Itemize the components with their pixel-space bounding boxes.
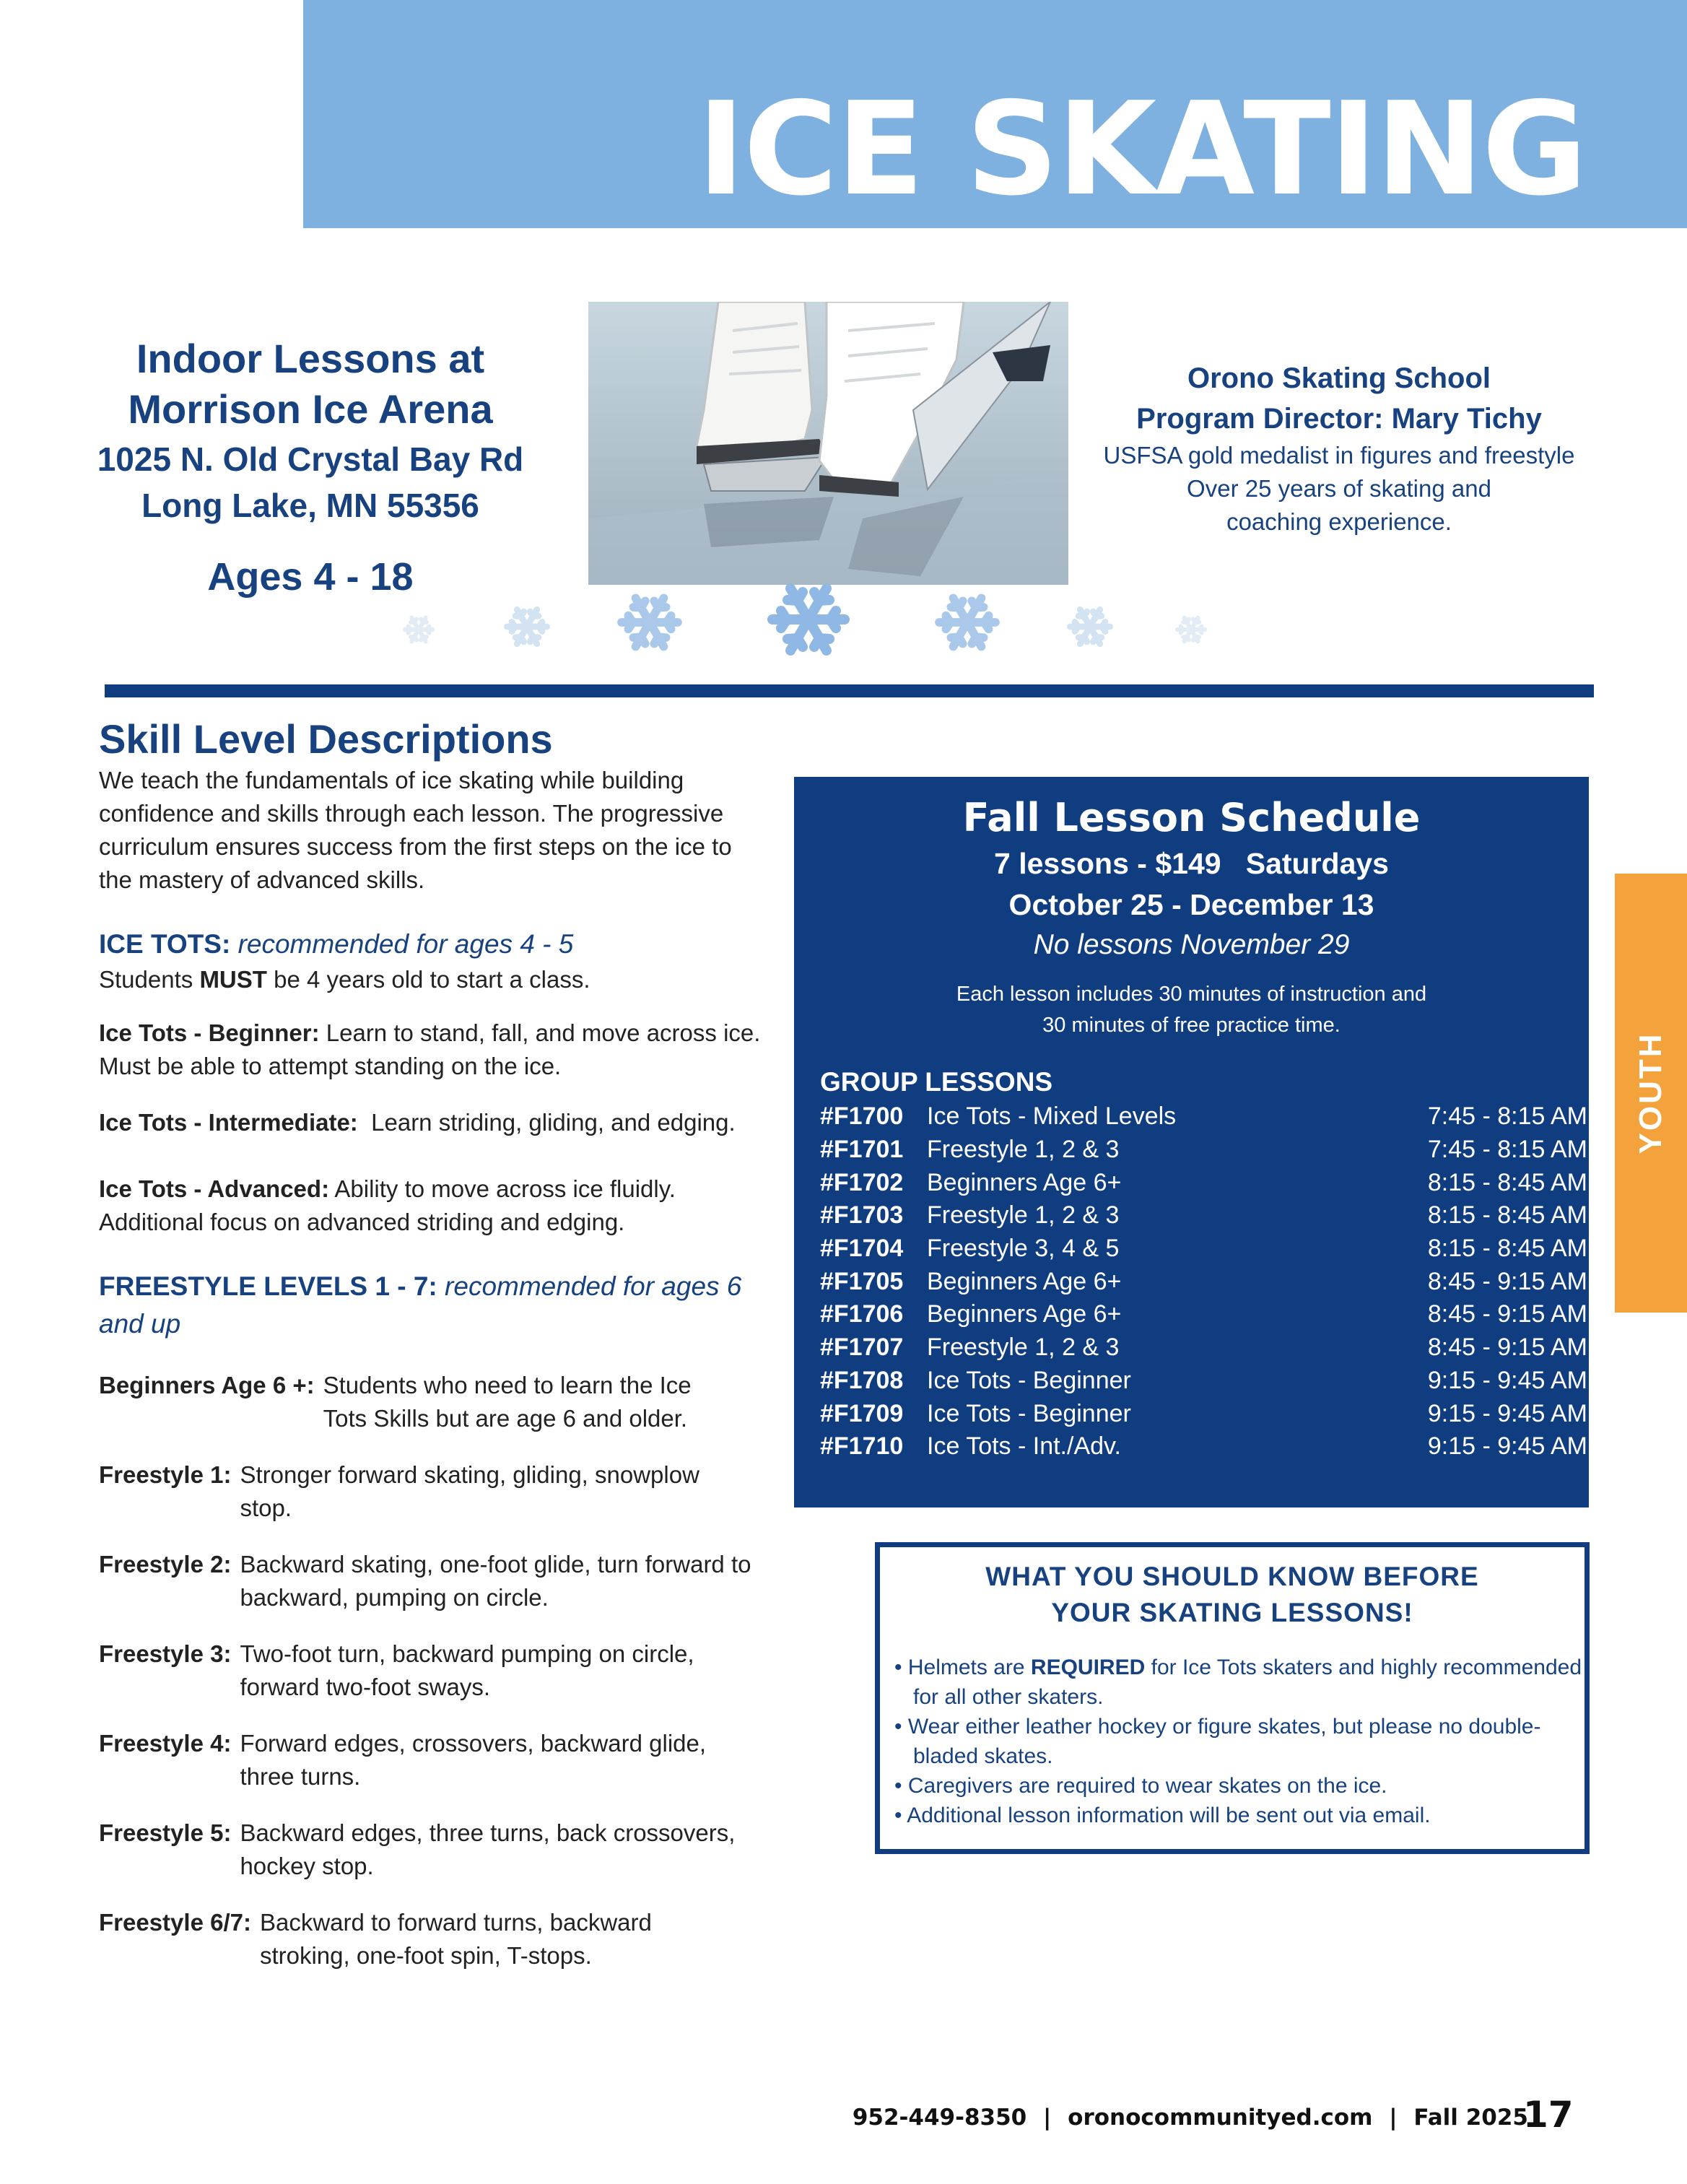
freestyle-level: [99, 1637, 792, 1704]
snowflake-icon: [772, 588, 845, 651]
address-line2: Long Lake, MN 55356: [141, 487, 479, 524]
lesson-code: #F1706: [820, 1300, 904, 1328]
program-director-block: [1068, 358, 1610, 539]
skills-heading: Skill Level Descriptions: [99, 716, 553, 762]
list-item: [894, 1801, 1584, 1830]
item-text: Additional lesson information will be sent out via email.: [907, 1804, 1431, 1827]
lesson-code: #F1707: [820, 1334, 904, 1362]
ice-tots-recommendation: recommended for ages 4 - 5: [237, 929, 574, 959]
footer-separator: |: [1389, 2105, 1398, 2131]
table-row: [820, 1365, 1587, 1398]
phone-number: 952-449-8350: [852, 2105, 1027, 2131]
freestyle-level: [99, 1369, 792, 1435]
lesson-name: Freestyle 1, 2 & 3: [927, 1334, 1120, 1362]
table-row: [820, 1100, 1587, 1134]
item-text: for Ice Tots skaters and highly recommended for all other skaters.: [913, 1656, 1582, 1709]
ice-tots-requirement: [99, 963, 792, 996]
freestyle-label: FREESTYLE LEVELS 1 - 7:: [99, 1271, 437, 1301]
level-description: Forward edges, crossovers, backward glide, three turns.: [240, 1730, 707, 1790]
level-description: Backward edges, three turns, back crossovers, hockey stop.: [240, 1819, 736, 1879]
table-row: [820, 1430, 1587, 1463]
lesson-name: Freestyle 1, 2 & 3: [927, 1136, 1120, 1164]
lesson-code: #F1701: [820, 1136, 904, 1164]
table-row: [820, 1134, 1587, 1167]
lessons-table: [820, 1100, 1587, 1463]
lesson-time: 7:45 - 8:15 AM: [1427, 1136, 1587, 1164]
address-line1: 1025 N. Old Crystal Bay Rd: [97, 440, 524, 478]
ages-range: Ages 4 - 18: [207, 555, 414, 599]
website-link[interactable]: oronocommunityed.com: [1068, 2105, 1373, 2131]
table-row: [820, 1166, 1587, 1199]
ice-tots-label: ICE TOTS:: [99, 929, 231, 959]
group-lessons-heading: GROUP LESSONS: [820, 1067, 1053, 1097]
lesson-code: #F1700: [820, 1102, 904, 1131]
level-description: Learn striding, gliding, and edging.: [357, 1109, 736, 1136]
lesson-code: #F1702: [820, 1168, 904, 1196]
freestyle-recommendation: recommended for ages 6 and up: [99, 1271, 742, 1339]
lesson-time: 8:45 - 9:15 AM: [1427, 1334, 1587, 1362]
location-line1: Indoor Lessons at: [136, 336, 485, 381]
lesson-time: 8:45 - 9:15 AM: [1427, 1267, 1587, 1295]
item-text: Caregivers are required to wear skates on the ice.: [907, 1774, 1387, 1798]
lesson-name: Beginners Age 6+: [927, 1300, 1122, 1328]
snowflake-icon: [405, 618, 432, 642]
level-label: Freestyle 4:: [99, 1730, 232, 1757]
skills-intro: We teach the fundamentals of ice skating while building confidence and skills through each lesson. The progressive curriculum ensures success from the first steps on the ice to the mastery of advanced skills.: [99, 767, 732, 893]
tots-intermediate: [99, 1106, 792, 1139]
ice-skates-photo: [588, 302, 1068, 585]
snowflake-decoration: [383, 578, 1270, 671]
lesson-time: 9:15 - 9:45 AM: [1427, 1366, 1587, 1394]
lesson-name: Ice Tots - Int./Adv.: [927, 1432, 1121, 1461]
lesson-name: Beginners Age 6+: [927, 1267, 1122, 1295]
item-emphasis: REQUIRED: [1030, 1656, 1146, 1679]
level-description: Learn to stand, fall, and move across ice. Must be able to attempt standing on the ice.: [99, 1019, 761, 1079]
page-number: 17: [1523, 2094, 1574, 2136]
school-name: Orono Skating School: [1187, 362, 1491, 394]
bullet: •: [894, 1804, 902, 1827]
youth-tab-label: YOUTH: [1633, 1032, 1668, 1154]
level-description: Students who need to learn the Ice Tots Skills but are age 6 and older.: [323, 1372, 692, 1432]
table-row: [820, 1397, 1587, 1430]
tots-advanced: [99, 1173, 749, 1239]
list-item: [894, 1712, 1584, 1771]
snowflake-icon: [507, 609, 547, 643]
schedule-exception: No lessons November 29: [1033, 929, 1350, 960]
lesson-time: 8:15 - 8:45 AM: [1427, 1235, 1587, 1263]
level-label: Ice Tots - Intermediate:: [99, 1109, 358, 1136]
know-heading: [880, 1559, 1584, 1631]
level-description: Stronger forward skating, gliding, snowplow stop.: [240, 1461, 699, 1521]
table-row: [820, 1232, 1587, 1266]
requirement-emphasis: MUST: [199, 966, 267, 993]
level-label: Freestyle 2:: [99, 1551, 232, 1578]
ice-tots-heading: [99, 926, 792, 963]
schedule-price: 7 lessons - $149 Saturdays: [994, 847, 1389, 880]
freestyle-heading: [99, 1268, 749, 1343]
fall-lesson-schedule: [794, 777, 1589, 1508]
lesson-time: 8:15 - 8:45 AM: [1427, 1168, 1587, 1196]
know-list: [880, 1653, 1584, 1830]
lesson-name: Freestyle 3, 4 & 5: [927, 1235, 1120, 1263]
requirement-text: Students: [99, 966, 200, 993]
lesson-name: Beginners Age 6+: [927, 1168, 1122, 1196]
know-heading-line: YOUR SKATING LESSONS!: [1051, 1598, 1413, 1627]
level-description: Two-foot turn, backward pumping on circle, forward two-foot sways.: [240, 1640, 694, 1700]
lesson-code: #F1705: [820, 1267, 904, 1295]
bullet: •: [894, 1774, 902, 1798]
level-description: Backward skating, one-foot glide, turn forward to backward, pumping on circle.: [240, 1551, 751, 1611]
level-label: Freestyle 1:: [99, 1461, 232, 1488]
freestyle-level: [99, 1727, 792, 1793]
page-footer: [853, 2101, 1528, 2134]
director-name: Program Director: Mary Tichy: [1136, 403, 1542, 435]
lesson-name: Ice Tots - Beginner: [927, 1399, 1131, 1427]
level-label: Beginners Age 6 +:: [99, 1372, 315, 1398]
list-item: [894, 1653, 1584, 1712]
season-label: Fall 2025: [1413, 2105, 1528, 2131]
snowflake-icon: [622, 598, 678, 646]
snowflake-icon: [1177, 618, 1205, 642]
lesson-time: 9:15 - 9:45 AM: [1427, 1399, 1587, 1427]
location-line2: Morrison Ice Arena: [128, 386, 493, 432]
know-heading-line: WHAT YOU SHOULD KNOW BEFORE: [985, 1562, 1479, 1591]
schedule-info: [794, 979, 1589, 1041]
level-label: Freestyle 6/7:: [99, 1909, 251, 1936]
table-row: [820, 1298, 1587, 1331]
tots-beginner: [99, 1017, 763, 1083]
freestyle-level: [99, 1817, 792, 1883]
level-label: Freestyle 5:: [99, 1819, 232, 1846]
level-label: Ice Tots - Advanced:: [99, 1175, 330, 1202]
lesson-code: #F1703: [820, 1201, 904, 1230]
lesson-time: 7:45 - 8:15 AM: [1427, 1102, 1587, 1131]
table-row: [820, 1331, 1587, 1365]
item-text: Helmets are: [907, 1656, 1031, 1679]
lesson-name: Ice Tots - Beginner: [927, 1366, 1131, 1394]
schedule-info-line: 30 minutes of free practice time.: [1042, 1014, 1341, 1037]
freestyle-level: [99, 1906, 792, 1972]
location-block: [72, 334, 549, 599]
lesson-code: #F1710: [820, 1432, 904, 1461]
schedule-dates: October 25 - December 13: [1008, 888, 1374, 921]
level-label: Freestyle 3:: [99, 1640, 232, 1667]
lesson-time: 8:15 - 8:45 AM: [1427, 1201, 1587, 1230]
know-before-box: [875, 1542, 1590, 1854]
schedule-info-line: Each lesson includes 30 minutes of instruction and: [956, 983, 1427, 1006]
level-description: Backward to forward turns, backward stroking, one-foot spin, T-stops.: [259, 1909, 652, 1969]
skill-descriptions: [99, 715, 792, 1972]
lesson-code: #F1709: [820, 1399, 904, 1427]
director-experience-1: Over 25 years of skating and: [1187, 475, 1491, 502]
snowflake-icon: [939, 598, 995, 646]
youth-section-tab: [1615, 874, 1687, 1313]
director-credential: USFSA gold medalist in figures and freestyle: [1103, 442, 1575, 469]
level-description: Ability to move across ice fluidly. Additional focus on advanced striding and edging.: [99, 1175, 676, 1235]
schedule-heading: Fall Lesson Schedule: [962, 795, 1421, 840]
list-item: [894, 1771, 1584, 1801]
freestyle-level: [99, 1458, 792, 1525]
lesson-code: #F1708: [820, 1366, 904, 1394]
lesson-name: Freestyle 1, 2 & 3: [927, 1201, 1120, 1230]
requirement-text: be 4 years old to start a class.: [266, 966, 590, 993]
snowflake-icon: [1071, 609, 1110, 643]
footer-separator: |: [1043, 2105, 1052, 2131]
lesson-code: #F1704: [820, 1235, 904, 1263]
freestyle-level: [99, 1548, 792, 1614]
director-experience-2: coaching experience.: [1226, 508, 1452, 535]
item-text: Wear either leather hockey or figure skates, but please no double-bladed skates.: [907, 1715, 1541, 1768]
lesson-time: 8:45 - 9:15 AM: [1427, 1300, 1587, 1328]
table-row: [820, 1265, 1587, 1298]
section-divider: [105, 684, 1594, 697]
bullet: •: [894, 1656, 902, 1679]
lesson-time: 9:15 - 9:45 AM: [1427, 1432, 1587, 1461]
lesson-name: Ice Tots - Mixed Levels: [927, 1102, 1177, 1131]
level-label: Ice Tots - Beginner:: [99, 1019, 320, 1046]
bullet: •: [894, 1715, 902, 1739]
table-row: [820, 1199, 1587, 1232]
page-title: ICE SKATING: [697, 74, 1586, 224]
